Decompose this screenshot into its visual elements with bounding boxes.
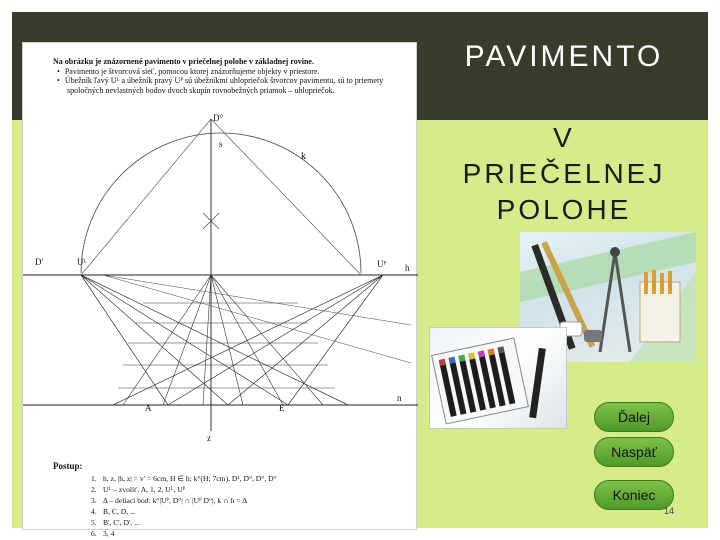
postup-steps	[91, 473, 411, 539]
postup-step: 2. Uᴸ – zvolíť, A, 1, 2, Uᴸ, Uᴾ	[91, 485, 186, 494]
pavimento-figure	[22, 42, 417, 538]
postup-step: 1. h, z, |h, z| = v' = 6cm, H ∈ h; k°(H; 7cm), D¹, D°, D°, D°	[91, 474, 277, 483]
figure-bullet: • Pavimento je štvorcová sieť, pomocou ktorej znázorňujeme objekty v priestore.	[67, 67, 413, 77]
label-a: A	[145, 403, 152, 413]
label-e: E	[279, 403, 285, 413]
postup-step: 5. B', C', D', ...	[91, 518, 140, 527]
figure-intro	[53, 57, 413, 95]
label-k: k	[301, 151, 306, 162]
label-d-left: D'	[35, 257, 44, 267]
end-button[interactable]: Koniec	[594, 480, 674, 510]
label-s: s	[219, 139, 223, 149]
next-button[interactable]: Ďalej	[594, 402, 674, 432]
slide-title-line1: PAVIMENTO	[464, 40, 664, 73]
markers-illustration	[430, 328, 568, 430]
label-h: h	[405, 263, 410, 273]
slide-title-line4: POLOHE	[496, 194, 632, 225]
label-u-left: Uᴸ	[77, 257, 87, 267]
postup-step: 4. B, C, D, ...	[91, 507, 136, 516]
figure-bullet-list	[53, 67, 413, 96]
slide	[12, 12, 708, 538]
figure-intro-lead: Na obrázku je znázornené pavimento v priečelnej polohe v základnej rovine.	[53, 57, 314, 66]
label-u-right: Uᴾ	[377, 259, 387, 269]
back-button[interactable]: Naspäť	[594, 437, 674, 467]
slide-title-line3: PRIEČELNEJ	[462, 158, 666, 189]
postup-step: 3. Δ – deliaci bod: k°|Uᴾ, D°| ∩ |Uᴾ D°|, k ∩ h = Δ	[91, 496, 248, 505]
label-d-prime: D°	[213, 113, 224, 123]
label-z: z	[207, 433, 211, 443]
postup-title: Postup:	[53, 461, 83, 471]
slide-title-line2: V	[553, 122, 575, 153]
page-number: 14	[664, 506, 675, 516]
figure-bullet: • Úbežník ľavý Uᴸ a úbežník pravý Uᴾ sú úbežníkmi uhlopriečok štvorcov pavimentu, sú to priemety spoločných nevlastných bodov dvoch skupín rovnobežných priamok – uhlopriečok.	[67, 76, 413, 95]
postup-step: 6. 3, 4	[91, 529, 115, 538]
slide-title-rest	[420, 120, 708, 228]
markers-set-photo	[429, 327, 567, 429]
label-n: n	[397, 393, 402, 403]
